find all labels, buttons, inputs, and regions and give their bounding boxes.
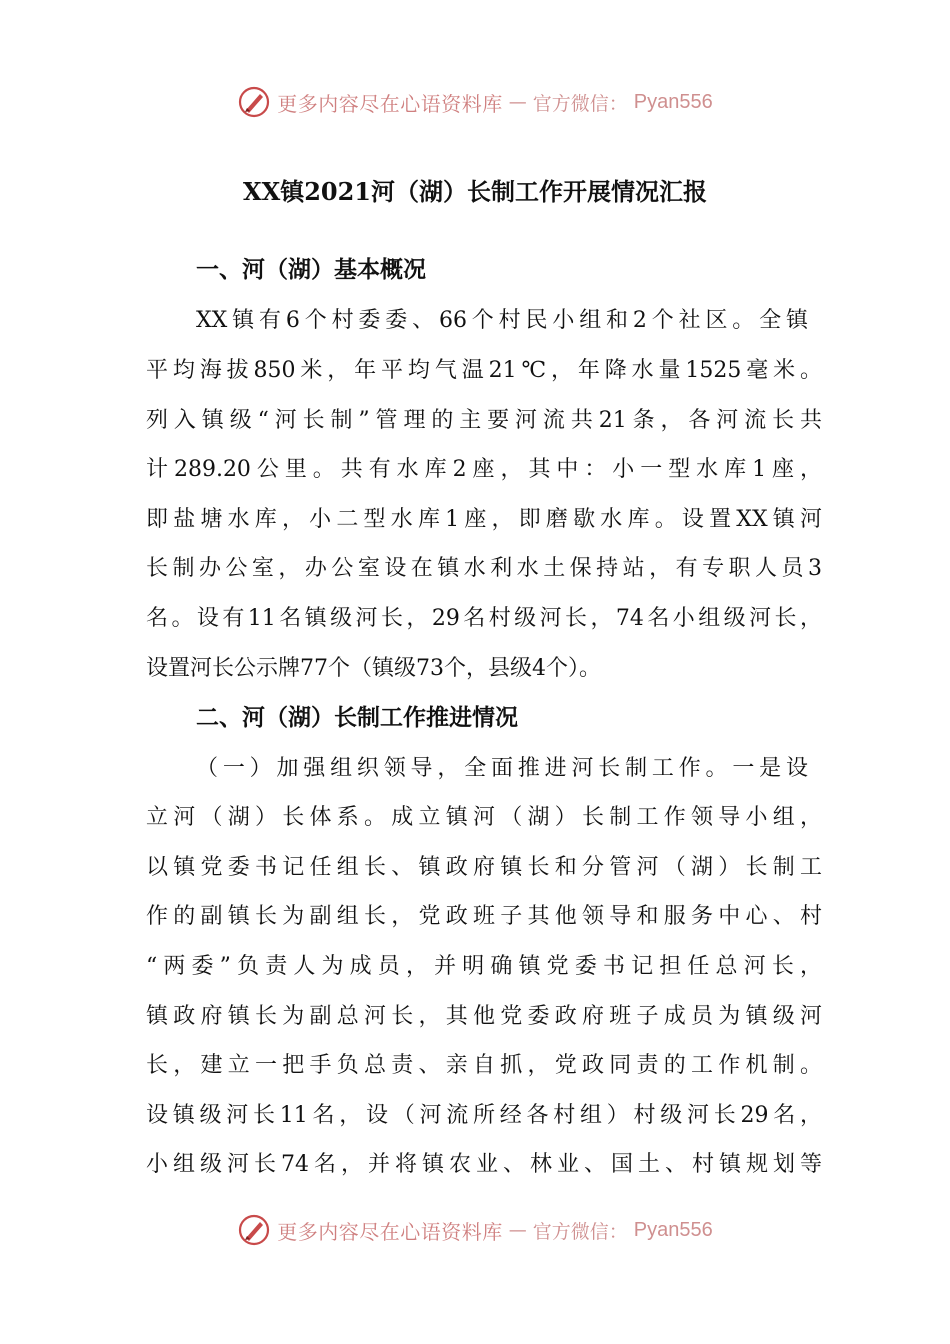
paragraph-line: 设置河长公示牌77个（镇级73个，县级4个）。 bbox=[146, 656, 601, 681]
paragraph-line: 设镇级河长11名，设（河流所经各村组）村级河长29名， bbox=[146, 1103, 822, 1128]
paragraph-line: “两委”负责人为成员，并明确镇党委书记担任总河长， bbox=[146, 954, 822, 979]
header-watermark bbox=[0, 82, 950, 122]
paragraph-line: 镇政府镇长为副总河长，其他党委政府班子成员为镇级河 bbox=[146, 1004, 822, 1029]
section-heading-progress: 二、河（湖）长制工作推进情况 bbox=[196, 705, 518, 731]
pen-circle-logo-icon bbox=[237, 1213, 271, 1247]
pen-circle-logo-icon bbox=[237, 85, 271, 119]
watermark-text: 更多内容尽在心语资料库 bbox=[277, 1219, 503, 1244]
section-heading-overview: 一、河（湖）基本概况 bbox=[196, 257, 426, 283]
paragraph-line: 列入镇级“河长制”管理的主要河流共21条，各河流长共 bbox=[146, 408, 822, 433]
watermark-separator: — bbox=[508, 91, 527, 113]
watermark-separator: — bbox=[508, 1219, 527, 1241]
paragraph-line: 长，建立一把手负总责、亲自抓，党政同责的工作机制。 bbox=[146, 1053, 822, 1078]
document-title: XX镇2021河（湖）长制工作开展情况汇报 bbox=[242, 177, 708, 206]
watermark-wechat-id: Pyan556 bbox=[633, 1218, 713, 1241]
paragraph-line: 小组级河长74名，并将镇农业、林业、国土、村镇规划等 bbox=[146, 1152, 822, 1177]
paragraph-line: 即盐塘水库，小二型水库1座，即磨歇水库。设置XX镇河 bbox=[146, 507, 822, 532]
watermark-wechat-label: 官方微信： bbox=[532, 92, 628, 115]
paragraph-line: 计289.20公里。共有水库2座，其中：小一型水库1座， bbox=[146, 457, 822, 482]
paragraph-line: 名。设有11名镇级河长，29名村级河长，74名小组级河长， bbox=[146, 606, 822, 631]
paragraph-line: 长制办公室，办公室设在镇水利水土保持站，有专职人员3 bbox=[146, 556, 822, 581]
watermark-wechat-id: Pyan556 bbox=[633, 90, 713, 113]
watermark-text: 更多内容尽在心语资料库 bbox=[277, 91, 503, 116]
paragraph-line: 以镇党委书记任组长、镇政府镇长和分管河（湖）长制工 bbox=[146, 855, 822, 880]
watermark-wechat-label: 官方微信： bbox=[532, 1220, 628, 1243]
paragraph-line: 立河（湖）长体系。成立镇河（湖）长制工作领导小组， bbox=[146, 805, 822, 830]
footer-watermark bbox=[0, 1210, 950, 1250]
paragraph-line: XX镇有6个村委委、66个村民小组和2个社区。全镇 bbox=[196, 308, 808, 333]
paragraph-line: 作的副镇长为副组长，党政班子其他领导和服务中心、村 bbox=[146, 904, 822, 929]
paragraph-line: （一）加强组织领导，全面推进河长制工作。一是设 bbox=[196, 756, 808, 781]
paragraph-line: 平均海拔850米，年平均气温21℃，年降水量1525毫米。 bbox=[146, 358, 822, 383]
